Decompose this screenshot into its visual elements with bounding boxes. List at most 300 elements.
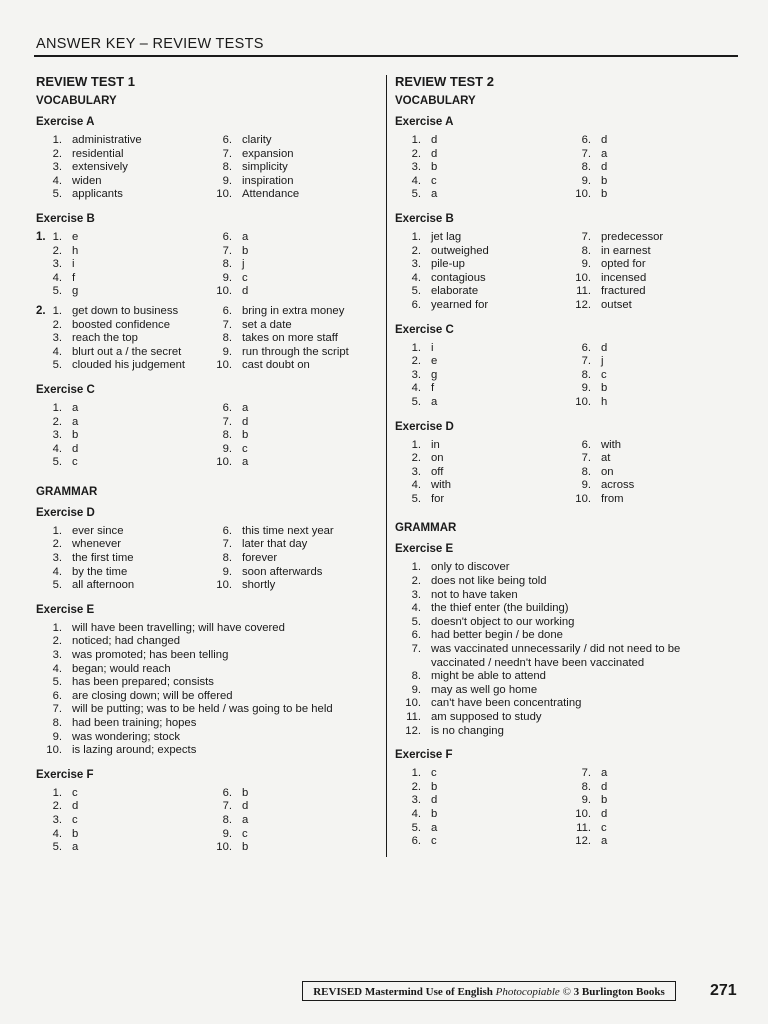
answer-list-left <box>395 231 565 313</box>
answer-text: c <box>431 835 437 848</box>
answer-text: c <box>72 456 78 469</box>
exercise-c-answers <box>36 402 382 470</box>
answer-number: 2. <box>411 452 421 465</box>
answer-item <box>36 622 382 636</box>
answer-list-right <box>206 305 382 373</box>
answer-item <box>36 319 206 333</box>
answer-number: 3. <box>411 465 421 478</box>
answer-number: 6. <box>411 629 421 642</box>
answer-text: b <box>601 174 608 187</box>
answer-item <box>565 382 735 396</box>
answer-text: was vaccinated unnecessarily / did not need to be vaccinated / needn't have been vaccinated <box>431 643 681 669</box>
answer-text: contagious <box>431 271 486 284</box>
exercise-c-answers <box>395 342 735 410</box>
answer-number: 3. <box>411 161 421 174</box>
answer-item <box>206 429 382 443</box>
answer-item <box>395 670 735 684</box>
answer-item <box>395 711 735 725</box>
answer-number: 5. <box>411 821 421 834</box>
answer-number: 5. <box>411 188 421 201</box>
answer-number: 3. <box>411 588 421 601</box>
answer-item <box>395 342 565 356</box>
answer-item <box>395 493 565 507</box>
answer-number: 1. <box>52 230 62 243</box>
answer-text: j <box>601 355 604 368</box>
answer-item <box>36 731 382 745</box>
answer-item <box>206 416 382 430</box>
exercise-e-answers <box>395 561 735 738</box>
answer-item <box>395 396 565 410</box>
answer-text: by the time <box>72 565 128 578</box>
answer-text: is no changing <box>431 724 504 737</box>
answer-text: b <box>601 188 608 201</box>
answer-item <box>565 272 735 286</box>
exercise-f-answers <box>395 767 735 849</box>
answer-text: ever since <box>72 524 124 537</box>
answer-item <box>36 649 382 663</box>
exercise-d-title: Exercise D <box>395 420 454 433</box>
answer-text: takes on more staff <box>242 332 338 345</box>
answer-number: 8. <box>52 717 62 729</box>
answer-text: b <box>242 841 249 854</box>
answer-item <box>565 396 735 410</box>
answer-number: 9. <box>222 271 232 284</box>
answer-text: am supposed to study <box>431 711 542 723</box>
answer-number: 4. <box>52 174 62 187</box>
answer-number: 6. <box>411 835 421 848</box>
answer-text: a <box>242 813 249 826</box>
answer-number: 8. <box>581 161 591 174</box>
answer-number: 2. <box>52 318 62 331</box>
answer-item <box>395 643 735 670</box>
answer-number: 10. <box>216 579 232 592</box>
answer-number: 12. <box>575 835 591 848</box>
answer-list-left <box>36 525 206 593</box>
answer-item <box>395 439 565 453</box>
answer-item <box>565 767 735 781</box>
answer-text: g <box>431 368 438 381</box>
answer-text: with <box>601 438 622 451</box>
answer-list-left <box>395 767 565 849</box>
answer-list-right <box>206 787 382 855</box>
answer-text: expansion <box>242 147 294 160</box>
answer-text: c <box>242 271 248 284</box>
answer-text: inspiration <box>242 174 294 187</box>
answer-text: forever <box>242 552 278 565</box>
answer-number: 2. <box>411 244 421 257</box>
answer-text: had been training; hopes <box>72 717 197 729</box>
answer-list-left <box>36 231 206 299</box>
answer-item <box>36 787 206 801</box>
answer-list-left <box>36 787 206 855</box>
answer-number: 4. <box>52 345 62 358</box>
answer-text: a <box>431 821 438 834</box>
answer-text: c <box>242 827 248 840</box>
answer-item <box>565 299 735 313</box>
answer-list-right <box>565 439 735 507</box>
answer-number: 3. <box>411 368 421 381</box>
answer-item <box>565 794 735 808</box>
answer-text: a <box>242 401 249 414</box>
answer-number: 1. <box>52 621 62 634</box>
answer-list-right <box>206 525 382 593</box>
answer-item <box>395 355 565 369</box>
answer-text: h <box>601 395 608 408</box>
answer-number: 10. <box>575 271 591 284</box>
exercise-e-title: Exercise E <box>395 543 454 556</box>
answer-text: b <box>431 780 438 793</box>
answer-text: b <box>72 429 79 442</box>
answer-text: d <box>601 780 608 793</box>
answer-text: applicants <box>72 188 123 201</box>
answer-item <box>36 841 206 855</box>
answer-item <box>206 538 382 552</box>
answer-item <box>395 589 735 603</box>
answer-item <box>36 272 206 286</box>
answer-number: 9. <box>581 174 591 187</box>
answer-item <box>36 552 206 566</box>
answer-item <box>206 258 382 272</box>
answer-number: 2. <box>411 575 421 588</box>
exercise-b-title: Exercise B <box>36 212 95 225</box>
answer-text: c <box>242 442 248 455</box>
answer-item <box>565 808 735 822</box>
answer-number: 8. <box>222 161 232 174</box>
answer-number: 3. <box>52 552 62 565</box>
answer-number: 1. <box>52 134 62 146</box>
answer-number: 5. <box>52 676 62 689</box>
answer-item <box>36 429 206 443</box>
column-divider <box>386 75 387 857</box>
answer-text: c <box>72 813 78 826</box>
review-test-1 <box>36 74 382 861</box>
answer-text: may as well go home <box>431 683 538 696</box>
answer-number: 7. <box>52 703 62 716</box>
answer-item <box>395 822 565 836</box>
answer-item <box>395 452 565 466</box>
answer-number: 7. <box>222 244 232 257</box>
answer-text: will be putting; was to be held / was going to be held <box>72 703 333 716</box>
answer-text: c <box>431 767 437 780</box>
answer-text: b <box>431 161 438 174</box>
section-title-vocabulary: VOCABULARY <box>36 95 117 107</box>
answer-text: had better begin / be done <box>431 629 563 642</box>
answer-text: simplicity <box>242 161 288 174</box>
answer-number: 6. <box>222 524 232 537</box>
answer-item <box>36 285 206 299</box>
answer-text: d <box>601 161 608 174</box>
exercise-d-answers <box>395 439 735 507</box>
answer-number: 7. <box>222 538 232 551</box>
answer-text: a <box>72 841 79 854</box>
answer-number: 8. <box>222 813 232 826</box>
answer-item <box>395 808 565 822</box>
answer-number: 7. <box>222 318 232 331</box>
answer-text: d <box>431 794 438 807</box>
answer-number: 9. <box>411 683 421 696</box>
answer-list-right <box>565 134 735 202</box>
answer-item <box>206 319 382 333</box>
answer-number: 8. <box>222 429 232 442</box>
answer-item <box>36 148 206 162</box>
answer-text: administrative <box>72 134 142 146</box>
answer-text: the first time <box>72 552 134 565</box>
answer-item <box>565 258 735 272</box>
answer-item <box>206 245 382 259</box>
answer-text: can't have been concentrating <box>431 697 582 710</box>
exercise-f-title: Exercise F <box>395 749 453 762</box>
answer-number: 9. <box>222 565 232 578</box>
answer-text: boosted confidence <box>72 318 170 331</box>
answer-number: 7. <box>222 147 232 160</box>
answer-number: 5. <box>52 285 62 298</box>
answer-text: f <box>431 382 435 395</box>
answer-number: 11. <box>576 821 591 834</box>
answer-item <box>36 525 206 539</box>
answer-number: 3. <box>52 161 62 174</box>
answer-item <box>395 369 565 383</box>
answer-text: d <box>242 415 249 428</box>
answer-text: will have been travelling; will have covered <box>72 621 285 634</box>
answer-number: 8. <box>581 244 591 257</box>
answer-item <box>36 305 206 319</box>
answer-number: 2. <box>52 415 62 428</box>
answer-number: 7. <box>411 643 421 656</box>
answer-item <box>395 382 565 396</box>
answer-text: i <box>72 258 75 271</box>
answer-item <box>206 231 382 245</box>
answer-item <box>206 359 382 373</box>
answer-text: is lazing around; expects <box>72 744 197 757</box>
footer-book-title: REVISED Mastermind Use of English <box>313 986 493 998</box>
answer-text: reach the top <box>72 332 138 345</box>
answer-number: 5. <box>52 841 62 854</box>
answer-item <box>395 479 565 493</box>
answer-text: shortly <box>242 579 276 592</box>
answer-list-right <box>206 402 382 470</box>
answer-number: 10. <box>575 807 591 820</box>
answer-number: 3. <box>411 258 421 271</box>
answer-item <box>36 134 206 148</box>
answer-number: 1. <box>52 401 62 414</box>
exercise-a-title: Exercise A <box>36 116 95 128</box>
answer-number: 9. <box>581 794 591 807</box>
answer-text: a <box>431 395 438 408</box>
answer-number: 10. <box>575 492 591 505</box>
answer-text: in earnest <box>601 244 651 257</box>
answer-number: 6. <box>222 134 232 146</box>
footer-photocopiable: Photocopiable © <box>495 986 571 998</box>
answer-text: all afternoon <box>72 579 135 592</box>
answer-number: 4. <box>52 827 62 840</box>
answer-text: extensively <box>72 161 128 174</box>
answer-text: widen <box>72 174 102 187</box>
answer-item <box>395 835 565 849</box>
answer-text: does not like being told <box>431 575 547 588</box>
answer-number: 5. <box>411 395 421 408</box>
answer-item <box>36 566 206 580</box>
answer-text: predecessor <box>601 230 664 243</box>
answer-text: b <box>601 382 608 395</box>
exercise-b-title: Exercise B <box>395 212 454 225</box>
answer-number: 10. <box>575 395 591 408</box>
answer-item <box>36 245 206 259</box>
answer-number: 8. <box>222 552 232 565</box>
answer-item <box>395 245 565 259</box>
answer-number: 4. <box>52 271 62 284</box>
answer-number: 4. <box>411 271 421 284</box>
answer-list-right <box>565 767 735 849</box>
answer-number: 7. <box>222 415 232 428</box>
answer-text: d <box>431 134 438 146</box>
answer-item <box>395 148 565 162</box>
answer-text: a <box>601 767 608 780</box>
answer-item <box>565 439 735 453</box>
answer-number: 6. <box>222 304 232 317</box>
answer-number: 4. <box>411 479 421 492</box>
answer-number: 10. <box>405 697 421 710</box>
answer-text: with <box>431 479 452 492</box>
answer-number: 3. <box>52 813 62 826</box>
exercise-d-answers <box>36 525 382 593</box>
exercise-f-title: Exercise F <box>36 768 94 781</box>
answer-number: 5. <box>52 359 62 372</box>
answer-list-right <box>565 231 735 313</box>
answer-item <box>36 161 206 175</box>
answer-text: later that day <box>242 538 308 551</box>
answer-text: b <box>242 429 249 442</box>
answer-text: pile-up <box>431 258 465 271</box>
answer-list-right <box>565 342 735 410</box>
answer-item <box>395 767 565 781</box>
answer-text: h <box>72 244 79 257</box>
answer-number: 1. <box>52 304 62 317</box>
answer-list-right <box>206 231 382 299</box>
answer-text: c <box>72 786 78 799</box>
answer-item <box>395 629 735 643</box>
answer-text: has been prepared; consists <box>72 676 214 689</box>
answer-number: 3. <box>52 429 62 442</box>
answer-item <box>206 814 382 828</box>
answer-text: e <box>431 355 438 368</box>
answer-number: 10. <box>216 285 232 298</box>
answer-item <box>565 161 735 175</box>
answer-number: 5. <box>411 615 421 628</box>
publisher-logo: 3 <box>573 986 580 998</box>
answer-number: 2. <box>52 244 62 257</box>
answer-text: b <box>242 244 249 257</box>
answer-text: set a date <box>242 318 292 331</box>
answer-list-left <box>36 402 206 470</box>
answer-text: blurt out a / the secret <box>72 345 182 358</box>
footer-credit <box>302 981 676 1001</box>
answer-item <box>565 822 735 836</box>
answer-item <box>565 175 735 189</box>
answer-item <box>395 616 735 630</box>
exercise-c-title: Exercise C <box>395 323 454 336</box>
answer-text: in <box>431 438 440 451</box>
answer-text: soon afterwards <box>242 565 323 578</box>
answer-text: outweighed <box>431 244 489 257</box>
answer-number: 3. <box>52 332 62 345</box>
answer-number: 2. <box>52 538 62 551</box>
answer-number: 8. <box>222 332 232 345</box>
answer-item <box>565 479 735 493</box>
answer-item <box>565 245 735 259</box>
answer-text: b <box>601 794 608 807</box>
answer-item <box>565 355 735 369</box>
answer-number: 8. <box>581 780 591 793</box>
answer-item <box>565 493 735 507</box>
answer-item <box>36 258 206 272</box>
answer-list-left <box>36 305 206 373</box>
answer-item <box>36 538 206 552</box>
answer-item <box>206 285 382 299</box>
section-title-grammar: GRAMMAR <box>395 522 457 535</box>
answer-text: run through the script <box>242 345 349 358</box>
answer-number: 7. <box>581 452 591 465</box>
answer-number: 4. <box>52 565 62 578</box>
answer-text: was promoted; has been telling <box>72 649 229 662</box>
answer-item <box>36 443 206 457</box>
answer-item <box>395 794 565 808</box>
answer-item <box>395 134 565 148</box>
answer-number: 9. <box>222 345 232 358</box>
answer-item <box>36 717 382 731</box>
answer-item <box>395 175 565 189</box>
answer-item <box>565 781 735 795</box>
answer-item <box>565 452 735 466</box>
exercise-f-answers <box>36 787 382 855</box>
footer-publisher: Burlington Books <box>581 986 665 998</box>
group-label: 1. <box>36 230 46 243</box>
answer-item <box>565 134 735 148</box>
answer-text: f <box>72 271 76 284</box>
answer-item <box>206 161 382 175</box>
answer-number: 2. <box>52 800 62 813</box>
answer-text: began; would reach <box>72 662 171 675</box>
answer-item <box>206 148 382 162</box>
answer-number: 4. <box>411 602 421 615</box>
answer-number: 2. <box>411 780 421 793</box>
answer-number: 1. <box>411 561 421 574</box>
answer-text: from <box>601 492 624 505</box>
answer-number: 9. <box>581 479 591 492</box>
answer-number: 11. <box>576 285 591 298</box>
answer-number: 7. <box>581 230 591 243</box>
answer-number: 1. <box>52 786 62 799</box>
answer-text: doesn't object to our working <box>431 615 575 628</box>
answer-text: jet lag <box>431 230 462 243</box>
answer-item <box>395 231 565 245</box>
answer-text: incensed <box>601 271 647 284</box>
answer-item <box>36 800 206 814</box>
answer-text: on <box>431 452 444 465</box>
answer-item <box>206 828 382 842</box>
answer-text: clarity <box>242 134 272 146</box>
answer-item <box>395 697 735 711</box>
answer-item <box>395 161 565 175</box>
answer-text: residential <box>72 147 124 160</box>
answer-number: 4. <box>52 662 62 675</box>
answer-number: 4. <box>411 382 421 395</box>
answer-text: bring in extra money <box>242 304 345 317</box>
exercise-b-answers <box>395 231 735 313</box>
answer-text: only to discover <box>431 561 510 574</box>
answer-number: 4. <box>411 807 421 820</box>
answer-item <box>206 272 382 286</box>
answer-item <box>395 561 735 575</box>
